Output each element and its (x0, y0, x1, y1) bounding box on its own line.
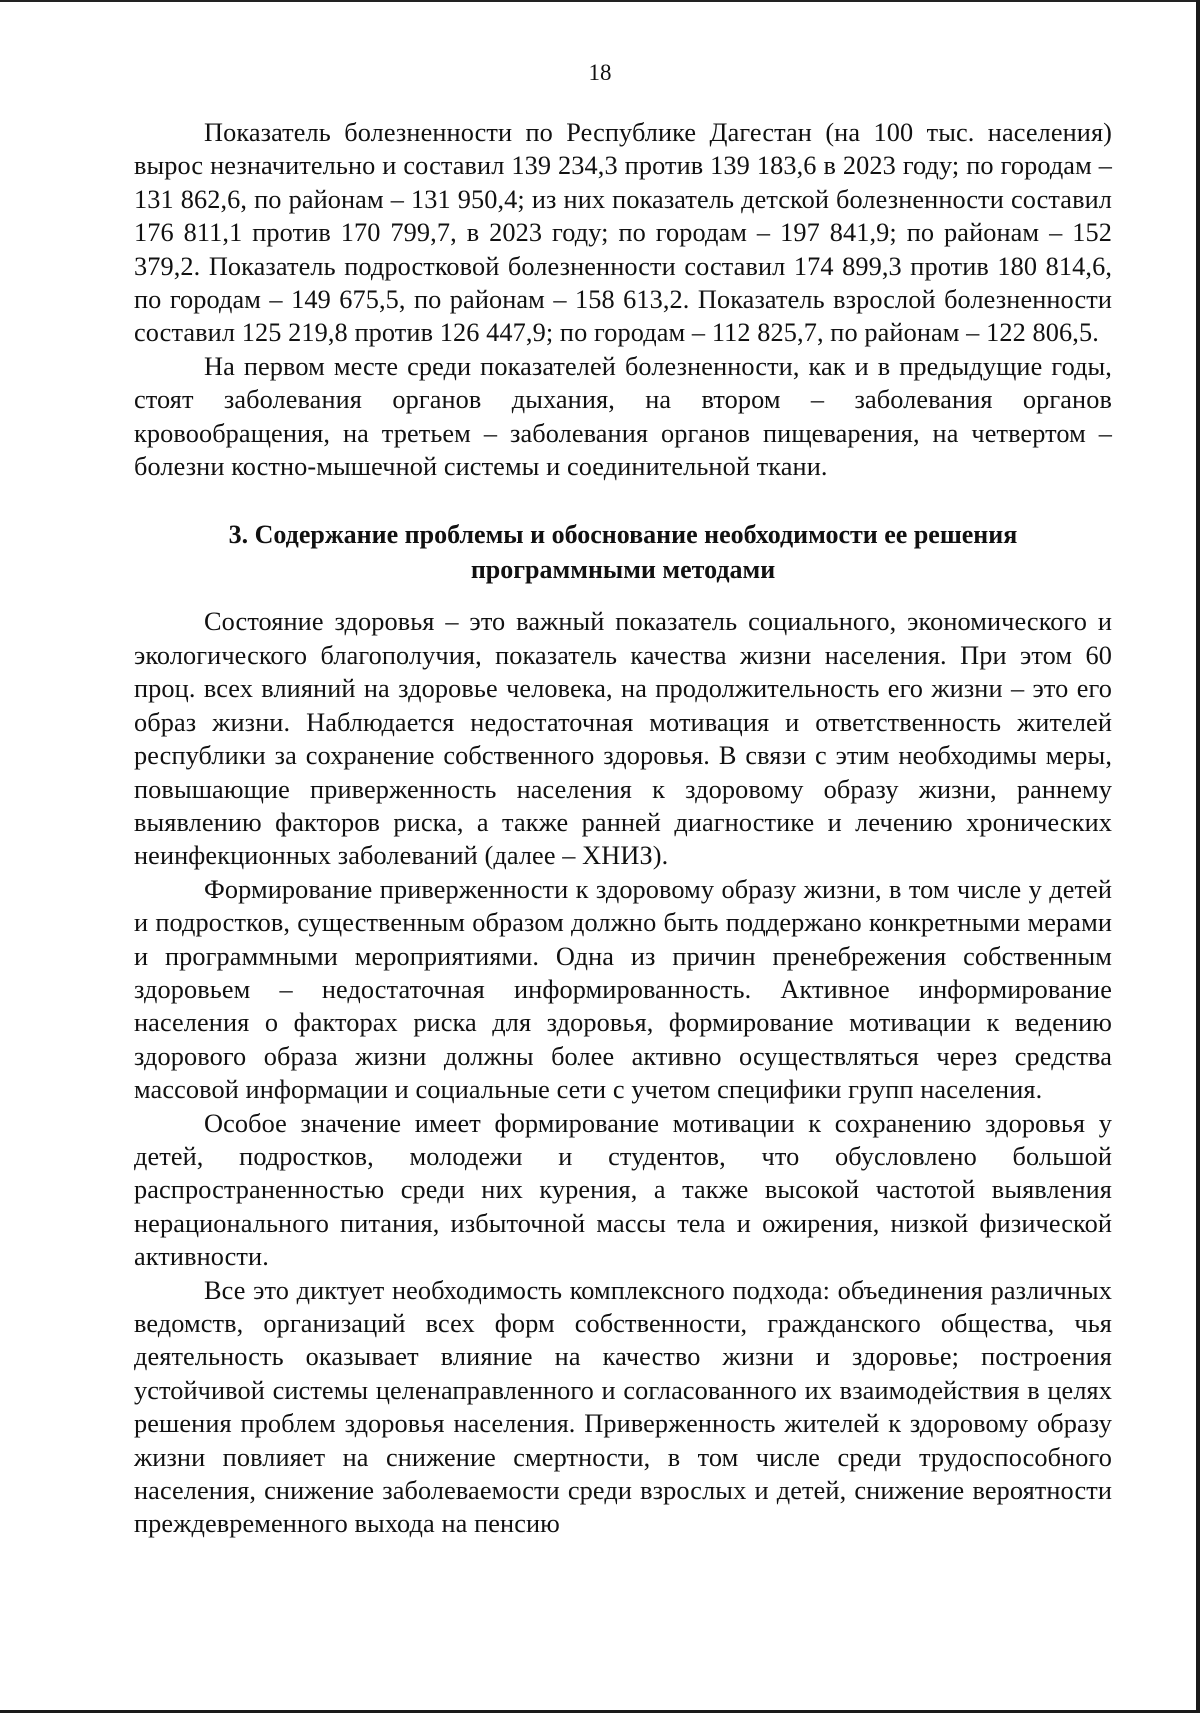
paragraph-healthy-lifestyle: Формирование приверженности к здоровому образу жизни, в том числе у детей и подростков, существенным образом должно быть поддержано конкретными мерами и программными мероприятиями. Одна из причин пренебрежения собственным здоровьем – недостаточная информированность. Активное информирование населения о факторах риска для здоровья, формирование мотивации к ведению здорового образа жизни должны более активно осуществляться через средства массовой информации и социальные сети с учетом специфики групп населения. (134, 874, 1112, 1105)
scan-border-top (0, 0, 1200, 2)
paragraph-youth-motivation: Особое значение имеет формирование мотивации к сохранению здоровья у детей, подростков, молодежи и студентов, что обусловлено большой распространенностью среди них курения, а также высокой частотой выявления нерационального питания, избыточной массы тела и ожирения, низкой физической активности. (134, 1108, 1112, 1272)
document-body (134, 116, 1112, 1541)
paragraph-complex-approach: Все это диктует необходимость комплексного подхода: объединения различных ведомств, организаций всех форм собственности, гражданского общества, чья деятельность оказывает влияние на качество жизни и здоровье; построения устойчивой системы целенаправленного и согласованного их взаимодействия в целях решения проблем здоровья населения. Приверженность жителей к здоровому образу жизни повлияет на снижение смертности, в том числе среди трудоспособного населения, снижение заболеваемости среди взрослых и детей, снижение вероятности преждевременного выхода на пенсию (134, 1275, 1112, 1539)
paragraph-morbidity-indicators: Показатель болезненности по Республике Дагестан (на 100 тыс. населения) вырос незначительно и составил 139 234,3 против 139 183,6 в 2023 году; по городам – 131 862,6, по районам – 131 950,4; из них показатель детской болезненности составил 176 811,1 против 170 799,7, в 2023 году; по городам – 197 841,9; по районам – 152 379,2. Показатель подростковой болезненности составил 174 899,3 против 180 814,6, по городам – 149 675,5, по районам – 158 613,2. Показатель взрослой болезненности составил 125 219,8 против 126 447,9; по городам – 112 825,7, по районам – 122 806,5. (134, 118, 1112, 348)
scan-border-right (1196, 0, 1200, 1713)
page-number: 18 (588, 60, 612, 85)
paragraph-health-state: Состояние здоровья – это важный показатель социального, экономического и экологического благополучия, показатель качества жизни населения. При этом 60 проц. всех влияний на здоровье человека, на продолжительность его жизни – это его образ жизни. Наблюдается недостаточная мотивация и ответственность жителей республики за сохранение собственного здоровья. В связи с этим необходимы меры, повышающие приверженность населения к здоровому образу жизни, раннему выявлению факторов риска, а также ранней диагностике и лечению хронических неинфекционных заболеваний (далее – ХНИЗ). (134, 607, 1112, 871)
paragraph-disease-ranking: На первом месте среди показателей болезненности, как и в предыдущие годы, стоят заболевания органов дыхания, на втором – заболевания органов кровообращения, на третьем – заболевания органов пищеварения, на четвертом – болезни костно-мышечной системы и соединительной ткани. (134, 351, 1112, 482)
section-heading: 3. Содержание проблемы и обоснование необходимости ее решения программными методами (228, 520, 1018, 585)
